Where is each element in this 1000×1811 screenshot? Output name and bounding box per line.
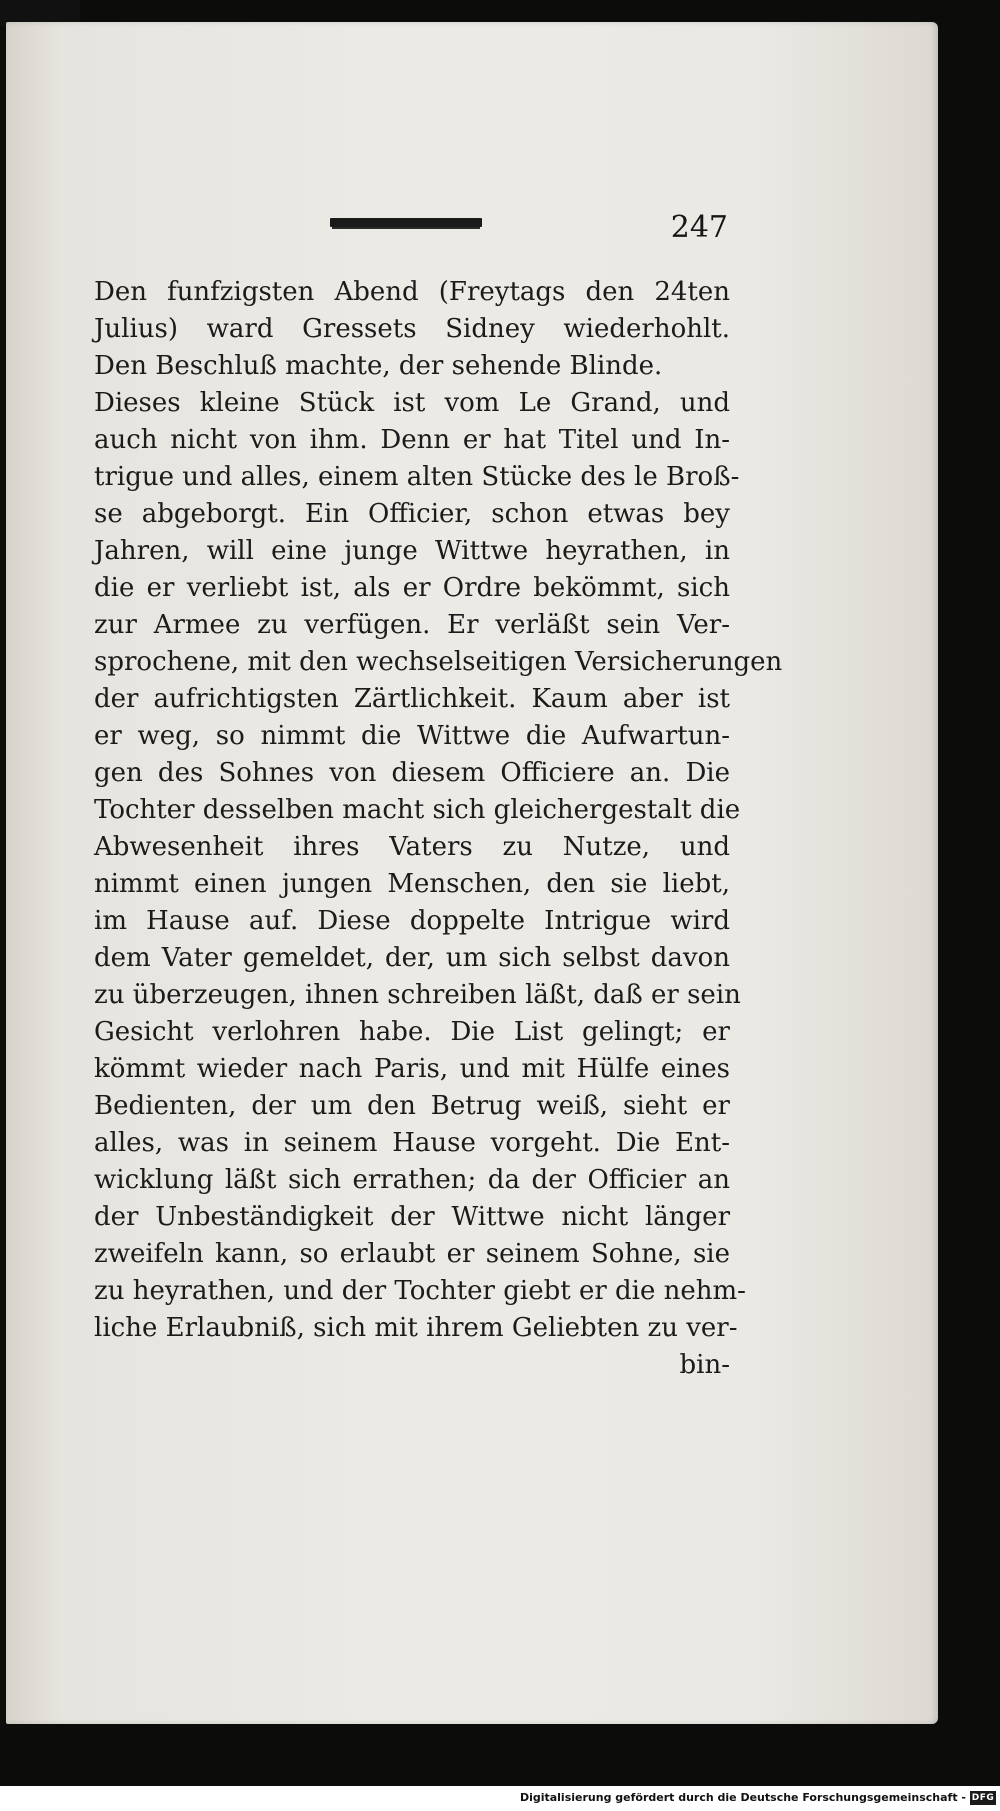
header-rule xyxy=(330,218,482,227)
text-line: Den Beschluß machte, der sehende Blinde. xyxy=(94,351,663,381)
text-line: kömmt wieder nach Paris, und mit Hülfe eines xyxy=(94,1054,730,1084)
text-line: Julius) ward Gressets Sidney wiederhohlt. xyxy=(94,314,730,344)
text-line: Den funfzigsten Abend (Freytags den 24ten xyxy=(94,277,730,307)
dfg-logo-icon: DFG xyxy=(971,1793,995,1803)
text-line: zu heyrathen, und der Tochter giebt er die nehm- xyxy=(94,1276,746,1306)
funding-credit: Digitalisierung gefördert durch die Deutsche Forschungsgemeinschaft - xyxy=(519,1791,966,1804)
text-line: sprochene, mit den wechselseitigen Versicherungen xyxy=(94,647,783,677)
text-line: se abgeborgt. Ein Officier, schon etwas bey xyxy=(94,499,730,529)
text-line: Abwesenheit ihres Vaters zu Nutze, und xyxy=(94,832,730,862)
text-line: er weg, so nimmt die Wittwe die Aufwartun- xyxy=(94,721,730,751)
catchword: bin- xyxy=(679,1350,730,1380)
book-page xyxy=(6,22,938,1724)
text-line: zu überzeugen, ihnen schreiben läßt, daß er sein xyxy=(94,980,741,1010)
text-line: nimmt einen jungen Menschen, den sie liebt, xyxy=(94,869,730,899)
digitization-footer xyxy=(0,1786,1000,1811)
text-line: Gesicht verlohren habe. Die List gelingt; er xyxy=(94,1017,730,1047)
text-line: trigue und alles, einem alten Stücke des le Broß- xyxy=(94,462,740,492)
text-line: auch nicht von ihm. Denn er hat Titel und In- xyxy=(94,425,730,455)
text-line: gen des Sohnes von diesem Officiere an. Die xyxy=(94,758,730,788)
text-line: der aufrichtigsten Zärtlichkeit. Kaum aber ist xyxy=(94,684,730,714)
text-line: zur Armee zu verfügen. Er verläßt sein Ver- xyxy=(94,610,730,640)
page-number: 247 xyxy=(670,210,728,245)
text-line: dem Vater gemeldet, der, um sich selbst davon xyxy=(94,943,730,973)
text-line: die er verliebt ist, als er Ordre bekömmt, sich xyxy=(94,573,730,603)
text-line: Dieses kleine Stück ist vom Le Grand, und xyxy=(94,388,730,418)
text-line: zweifeln kann, so erlaubt er seinem Sohne, sie xyxy=(94,1239,730,1269)
text-line: Jahren, will eine junge Wittwe heyrathen, in xyxy=(94,536,730,566)
text-line: Tochter desselben macht sich gleichergestalt die xyxy=(94,795,741,825)
text-line: im Hause auf. Diese doppelte Intrigue wird xyxy=(94,906,730,936)
text-line: wicklung läßt sich errathen; da der Officier an xyxy=(94,1165,730,1195)
text-line: der Unbeständigkeit der Wittwe nicht länger xyxy=(94,1202,730,1232)
text-line: Bedienten, der um den Betrug weiß, sieht er xyxy=(94,1091,730,1121)
text-line: liche Erlaubniß, sich mit ihrem Geliebten zu ver- xyxy=(94,1313,738,1343)
text-line: alles, was in seinem Hause vorgeht. Die Ent- xyxy=(94,1128,730,1158)
body-text xyxy=(94,274,783,1384)
